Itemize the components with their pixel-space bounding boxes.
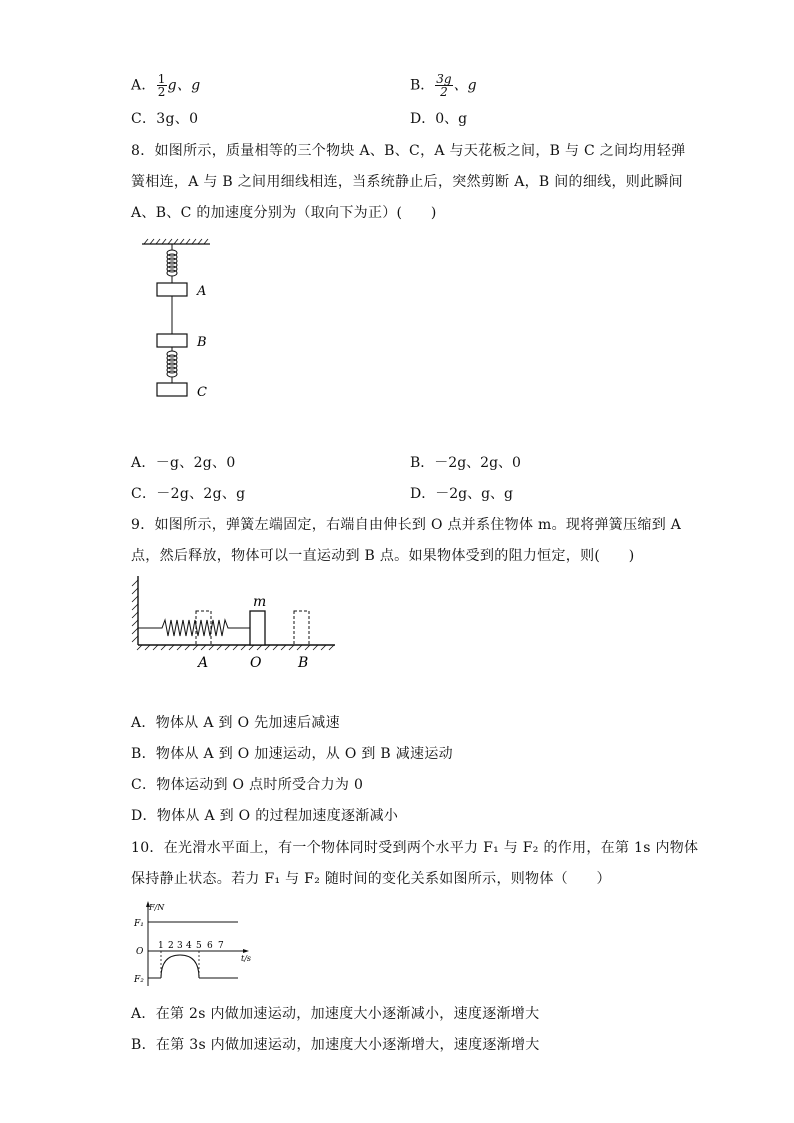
label-a: A <box>198 655 209 671</box>
tick-2: 2 <box>168 941 174 951</box>
y-axis-label: F/N <box>149 903 165 912</box>
tick-3: 3 <box>177 941 183 951</box>
q8-option-d: D．－2g、g、g <box>410 486 514 502</box>
q7-option-b-label: B． <box>410 77 435 94</box>
q7-option-a-rest: g、g <box>167 77 201 94</box>
q7-option-a-frac-num: 1 <box>157 72 166 86</box>
label-o: O <box>250 655 262 671</box>
q7-option-b-rest: 、g <box>453 77 477 94</box>
spring <box>138 620 250 636</box>
q8-option-c: C．－2g、2g、g <box>131 486 246 502</box>
q9-stem-line1: 9．如图所示，弹簧左端固定，右端自由伸长到 O 点并系住物体 m。现将弹簧压缩到 A <box>131 517 682 533</box>
tick-5: 5 <box>196 941 202 951</box>
label-b: B <box>197 335 207 350</box>
label-c: C <box>197 385 207 400</box>
q10-stem-line2: 保持静止状态。若力 F₁ 与 F₂ 随时间的变化关系如图所示，则物体（ ） <box>131 871 611 887</box>
q8-stem-line3: A、B、C 的加速度分别为（取向下为正）( ) <box>131 205 437 221</box>
q7-option-b-fraction <box>435 73 452 98</box>
q10-option-a: A．在第 2s 内做加速运动，加速度大小逐渐减小，速度逐渐增大 <box>131 1006 540 1022</box>
q7-option-c: C．3g、0 <box>131 111 199 127</box>
q7-option-a-frac-den: 2 <box>157 85 166 99</box>
upper-spring <box>167 244 177 283</box>
q10-force-time-graph <box>128 898 256 990</box>
wall <box>132 576 138 645</box>
q7-option-b <box>410 73 477 98</box>
q10-option-b: B．在第 3s 内做加速运动，加速度大小逐渐增大，速度逐渐增大 <box>131 1037 540 1053</box>
block-b <box>157 334 187 347</box>
q10-stem-line1: 10．在光滑水平面上，有一个物体同时受到两个水平力 F₁ 与 F₂ 的作用，在第 1s 内物体 <box>131 840 699 856</box>
q9-option-d: D．物体从 A 到 O 的过程加速度逐渐减小 <box>131 808 399 824</box>
q8-option-b: B．－2g、2g、0 <box>410 455 521 471</box>
x-axis-label: t/s <box>241 954 252 963</box>
tick-6: 6 <box>207 941 213 951</box>
q7-option-a <box>131 73 200 98</box>
position-b-outline <box>294 611 309 645</box>
q7-option-a-label: A． <box>131 77 156 94</box>
q7-option-d: D．0、g <box>410 111 468 127</box>
q9-spring-figure <box>128 572 343 672</box>
x-axis-arrow <box>243 949 249 953</box>
x-tick-labels <box>158 941 224 951</box>
f2-label: F₂ <box>134 975 144 985</box>
floor <box>137 645 335 650</box>
block-a <box>157 283 187 296</box>
lower-spring <box>167 347 177 383</box>
f1-label: F₁ <box>134 919 144 929</box>
q7-option-b-frac-num: 3g <box>436 72 452 86</box>
q8-stem-line1: 8．如图所示，质量相等的三个物块 A、B、C，A 与天花板之间，B 与 C 之间均用轻弹 <box>131 143 686 159</box>
label-a: A <box>197 284 207 299</box>
q9-option-c: C．物体运动到 O 点时所受合力为 0 <box>131 777 364 793</box>
q9-stem-line2: 点，然后释放，物体可以一直运动到 B 点。如果物体受到的阻力恒定，则( ) <box>131 548 635 564</box>
origin-label: O <box>136 947 144 957</box>
q8-stem-line2: 簧相连，A 与 B 之间用细线相连，当系统静止后，突然剪断 A，B 间的细线，则此瞬间 <box>131 174 683 190</box>
q9-option-a: A．物体从 A 到 O 先加速后减速 <box>131 715 340 731</box>
f2-curve <box>161 955 199 978</box>
q8-option-a: A．－g、2g、0 <box>131 455 236 471</box>
label-b: B <box>298 655 309 671</box>
ceiling <box>142 239 210 244</box>
q7-option-a-fraction <box>157 73 167 98</box>
block-c <box>157 383 187 396</box>
tick-4: 4 <box>186 941 192 951</box>
tick-1: 1 <box>158 941 164 951</box>
block-m <box>250 611 265 645</box>
q7-option-b-frac-den: 2 <box>440 85 448 99</box>
label-m: m <box>253 594 267 610</box>
tick-7: 7 <box>218 941 224 951</box>
q9-option-b: B．物体从 A 到 O 加速运动，从 O 到 B 减速运动 <box>131 746 453 762</box>
q8-spring-block-figure <box>130 236 240 406</box>
